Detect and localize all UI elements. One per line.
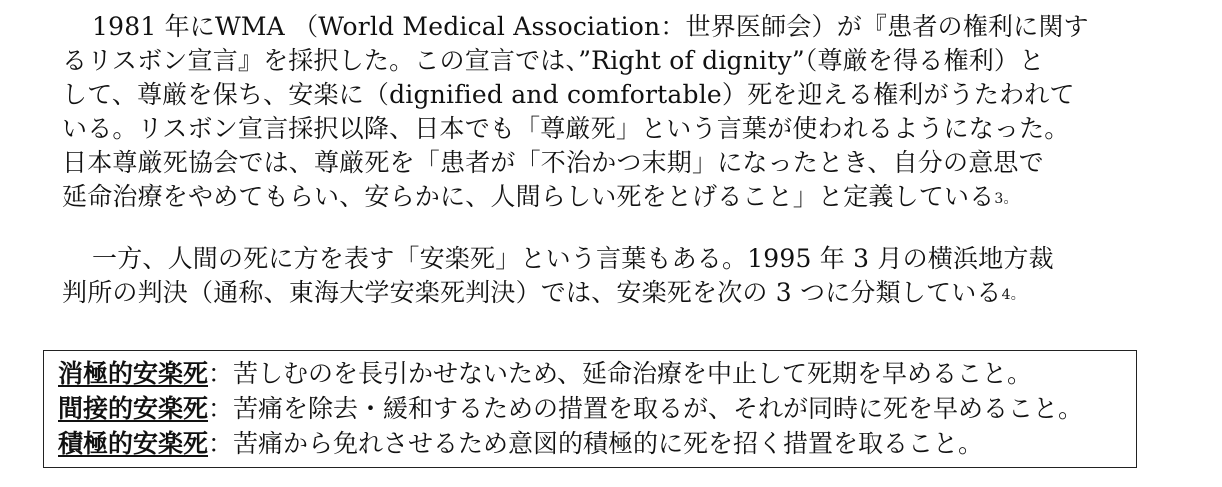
- definition-text: ：苦しむのを長引かせないため、延命治療を中止して死期を早めること。: [208, 359, 1033, 388]
- definition-term: 消極的安楽死: [58, 359, 209, 388]
- definition-passive: [58, 356, 1136, 391]
- text-line: るリスボン宣言』を採択した。この宣言では、”Right of dignity”（尊厳を得る権利）と: [62, 46, 1045, 75]
- text-line: して、尊厳を保ち、安楽に（dignified and comfortable）死を迎える権利がうたわれて: [62, 80, 1075, 109]
- text-line: 一方、人間の死に方を表す「安楽死」という言葉もある。1995 年 3 月の横浜地方裁: [92, 244, 1054, 273]
- definition-active: [58, 426, 1136, 461]
- definition-text: ：苦痛を除去・緩和するための措置を取るが、それが同時に死を早めること。: [208, 394, 1084, 423]
- definition-term: 間接的安楽死: [58, 394, 209, 423]
- text-line: 日本尊厳死協会では、尊厳死を「患者が「不治かつ末期」になったとき、自分の意思で: [62, 148, 1044, 177]
- paragraph-lisbon-declaration: [62, 10, 1122, 214]
- text-line: 1981 年にWMA （World Medical Association：世界医師会）が『患者の権利に関す: [92, 12, 1089, 41]
- definition-text: ：苦痛から免れさせるため意図的積極的に死を招く措置を取ること。: [208, 429, 984, 458]
- definition-indirect: [58, 391, 1136, 426]
- euthanasia-definitions-box: [43, 350, 1137, 468]
- footnote-ref: 4。: [1001, 287, 1025, 303]
- footnote-ref: 3。: [994, 191, 1018, 207]
- paragraph-euthanasia: [62, 242, 1122, 310]
- text-line: いる。リスボン宣言採択以降、日本でも「尊厳死」という言葉が使われるようになった。: [62, 114, 1070, 143]
- text-line: 判所の判決（通称、東海大学安楽死判決）では、安楽死を次の 3 つに分類している4。: [62, 278, 1025, 307]
- definition-term: 積極的安楽死: [58, 429, 209, 458]
- text-line: 延命治療をやめてもらい、安らかに、人間らしい死をとげること」と定義している3。: [62, 182, 1018, 211]
